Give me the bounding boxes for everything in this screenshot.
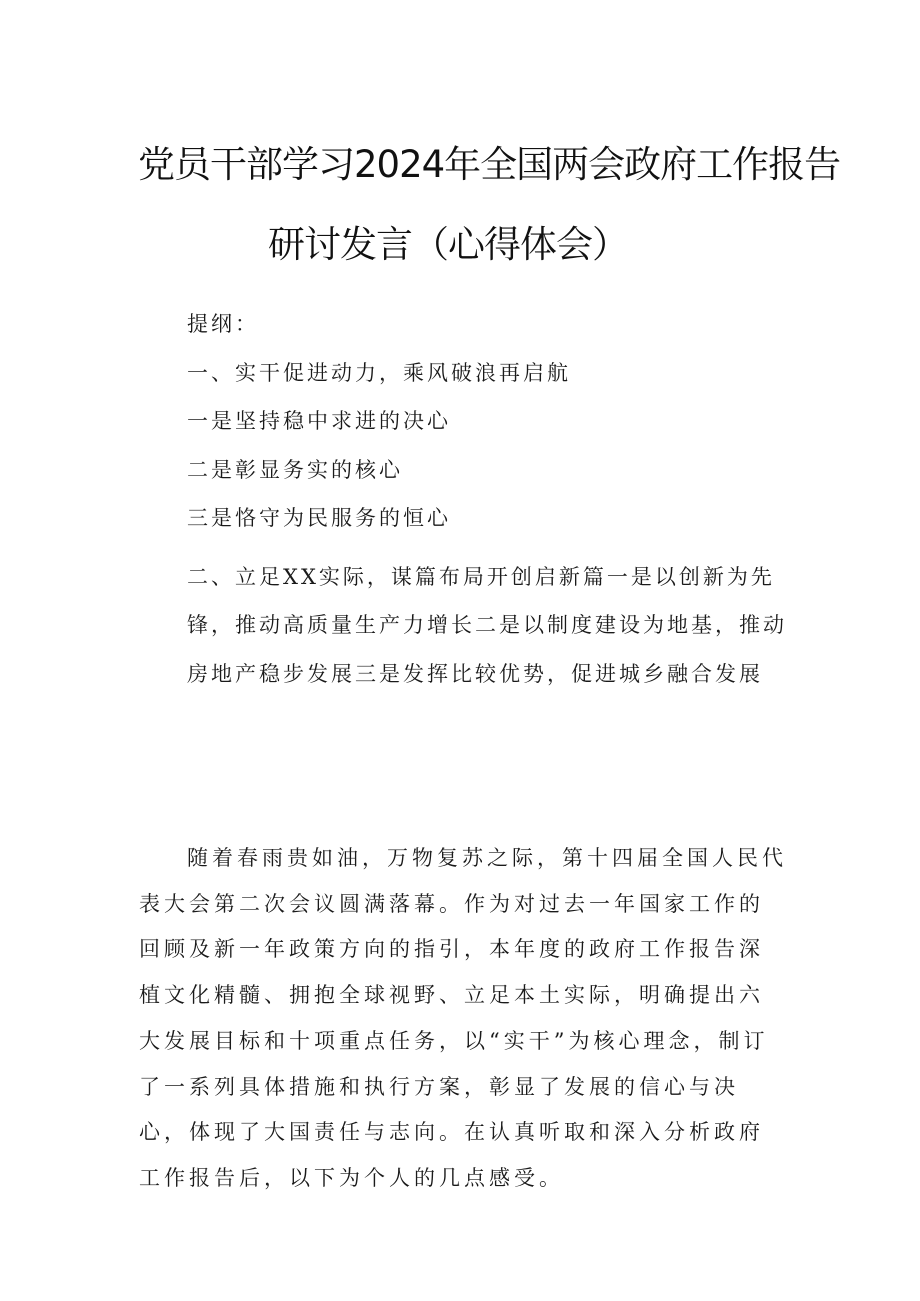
document-title-line-1: 党员干部学习2024年全国两会政府工作报告 (138, 143, 841, 186)
outline-heading: 提纲： (187, 312, 259, 336)
outline-item-4: 三是恪守为民服务的恒心 (187, 506, 451, 530)
outline-item-2: 一是坚持稳中求进的决心 (187, 409, 451, 433)
outline-item-1: 一、实干促进动力，乘风破浪再启航 (187, 360, 571, 385)
document-title-line-2: 研讨发言（心得体会） (268, 223, 628, 266)
outline-item-3: 二是彰显务实的核心 (187, 457, 403, 482)
body-paragraph: 随着春雨贵如油，万物复苏之际，第十四届全国人民代表大会第二次会议圆满落幕。作为对过去一年国家工作的回顾及新一年政策方向的指引，本年度的政府工作报告深植文化精髓、拥抱全球视野、立足本土实际，明确提出六大发展目标和十项重点任务，以“实干”为核心理念，制订了一系列具体措施和执行方案，彰显了发展的信心与决心，体现了大国责任与志向。在认真听取和深入分析政府工作报告后，以下为个人的几点感受。 (139, 846, 787, 1190)
outline-section-two: 二、立足XX实际，谋篇布局开创启新篇一是以创新为先锋，推动高质量生产力增长二是以制度建设为地基，推动房地产稳步发展三是发挥比较优势，促进城乡融合发展 (187, 564, 787, 686)
outline-section (187, 310, 787, 698)
